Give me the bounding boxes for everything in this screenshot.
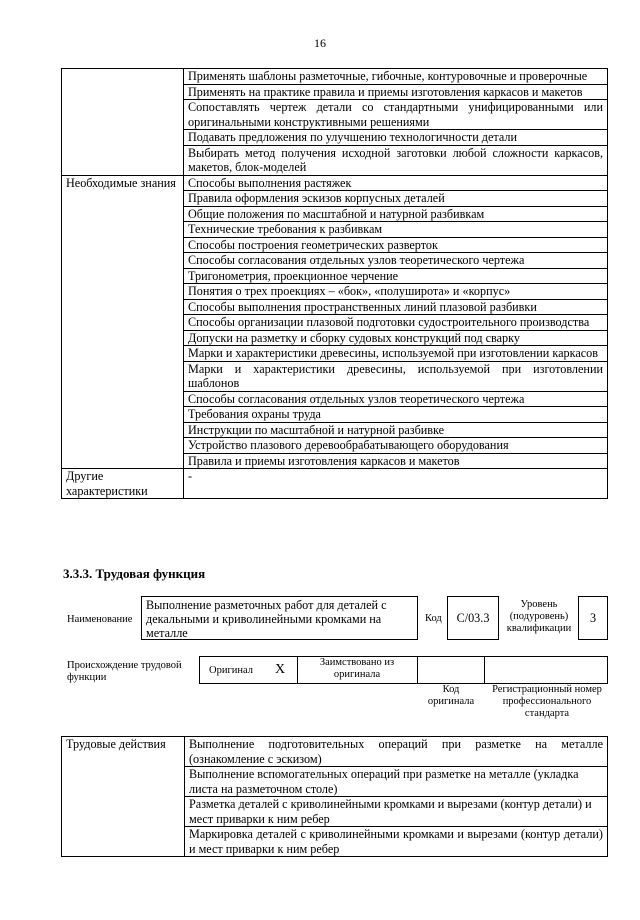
- level-value: 3: [578, 596, 608, 640]
- table-row: [62, 737, 608, 767]
- table-cell: Технические требования к разбивкам: [184, 222, 608, 238]
- row-label: [62, 69, 184, 176]
- table-cell: Способы построения геометрических разверток: [184, 237, 608, 253]
- code-label: Код: [425, 613, 442, 624]
- table-cell: -: [184, 469, 608, 499]
- table-cell: Применять шаблоны разметочные, гибочные, контуровочные и проверочные: [184, 69, 608, 85]
- table-cell: Тригонометрия, проекционное черчение: [184, 268, 608, 284]
- table-cell: Способы согласования отдельных узлов теоретического чертежа: [184, 253, 608, 269]
- table-cell: Правила оформления эскизов корпусных деталей: [184, 191, 608, 207]
- row-label: Необходимые знания: [62, 175, 184, 469]
- divider: [297, 656, 298, 684]
- table-cell: Способы организации плазовой подготовки судостроительного производства: [184, 315, 608, 331]
- table-cell: Понятия о трех проекциях – «бок», «полуширота» и «корпус»: [184, 284, 608, 300]
- borrowed-label: Заимствовано из оригинала: [319, 657, 395, 680]
- table-row: [62, 175, 608, 191]
- divider: [417, 656, 418, 684]
- divider: [484, 656, 485, 684]
- name-value: Выполнение разметочных работ для деталей с декальными и криволинейными кромками на металле: [141, 596, 418, 640]
- table-row: [62, 469, 608, 499]
- caption-reg: Регистрационный номер профессионального стандарта: [492, 684, 602, 719]
- caption-code: Код оригинала: [427, 684, 475, 707]
- table-cell: Общие положения по масштабной и натурной разбивкам: [184, 206, 608, 222]
- table-cell: Способы выполнения растяжек: [184, 175, 608, 191]
- code-value: С/03.3: [447, 596, 499, 640]
- table-cell: Разметка деталей с криволинейными кромками и вырезами (контур детали) и мест приварки к ним ребер: [185, 797, 608, 827]
- labor-actions-table: [61, 736, 608, 857]
- table-cell: Правила и приемы изготовления каркасов и макетов: [184, 453, 608, 469]
- table-cell: Допуски на разметку и сборку судовых конструкций под сварку: [184, 330, 608, 346]
- table-cell: Марки и характеристики древесины, используемой при изготовлении шаблонов: [184, 361, 608, 391]
- table-row: [62, 69, 608, 85]
- original-label: Оригинал: [209, 665, 253, 676]
- table-cell: Подавать предложения по улучшению технологичности детали: [184, 130, 608, 146]
- skills-knowledge-table: [61, 68, 608, 499]
- table-cell: Марки и характеристики древесины, используемой при изготовлении каркасов: [184, 346, 608, 362]
- level-label: Уровень (подуровень) квалификации: [506, 599, 572, 634]
- table-cell: Способы выполнения пространственных линий плазовой разбивки: [184, 299, 608, 315]
- table-cell: Выбирать метод получения исходной заготовки любой сложности каркасов, макетов, блок-моделей: [184, 145, 608, 175]
- row-label: Трудовые действия: [62, 737, 185, 857]
- section-heading: 3.3.3. Трудовая функция: [63, 566, 206, 581]
- page-number: 16: [314, 36, 326, 50]
- table-cell: Сопоставлять чертеж детали со стандартными унифицированными или оригинальными конструктивными решениями: [184, 100, 608, 130]
- row-label: Другие характеристики: [62, 469, 184, 499]
- table-cell: Выполнение вспомогательных операций при разметке на металле (укладка листа на разметочном столе): [185, 767, 608, 797]
- original-mark: X: [275, 662, 286, 677]
- table-cell: Инструкции по масштабной и натурной разбивке: [184, 422, 608, 438]
- table-cell: Применять на практике правила и приемы изготовления каркасов и макетов: [184, 84, 608, 100]
- name-label: Наименование: [67, 614, 133, 625]
- table-cell: Устройство плазового деревообрабатывающего оборудования: [184, 438, 608, 454]
- table-cell: Требования охраны труда: [184, 407, 608, 423]
- table-cell: Маркировка деталей с криволинейными кромками и вырезами (контур детали) и мест приварки к ним ребер: [185, 827, 608, 857]
- table-cell: Способы согласования отдельных узлов теоретического чертежа: [184, 391, 608, 407]
- origin-label: Происхождение трудовой функции: [67, 660, 182, 683]
- table-cell: Выполнение подготовительных операций при разметке на металле (ознакомление с эскизом): [185, 737, 608, 767]
